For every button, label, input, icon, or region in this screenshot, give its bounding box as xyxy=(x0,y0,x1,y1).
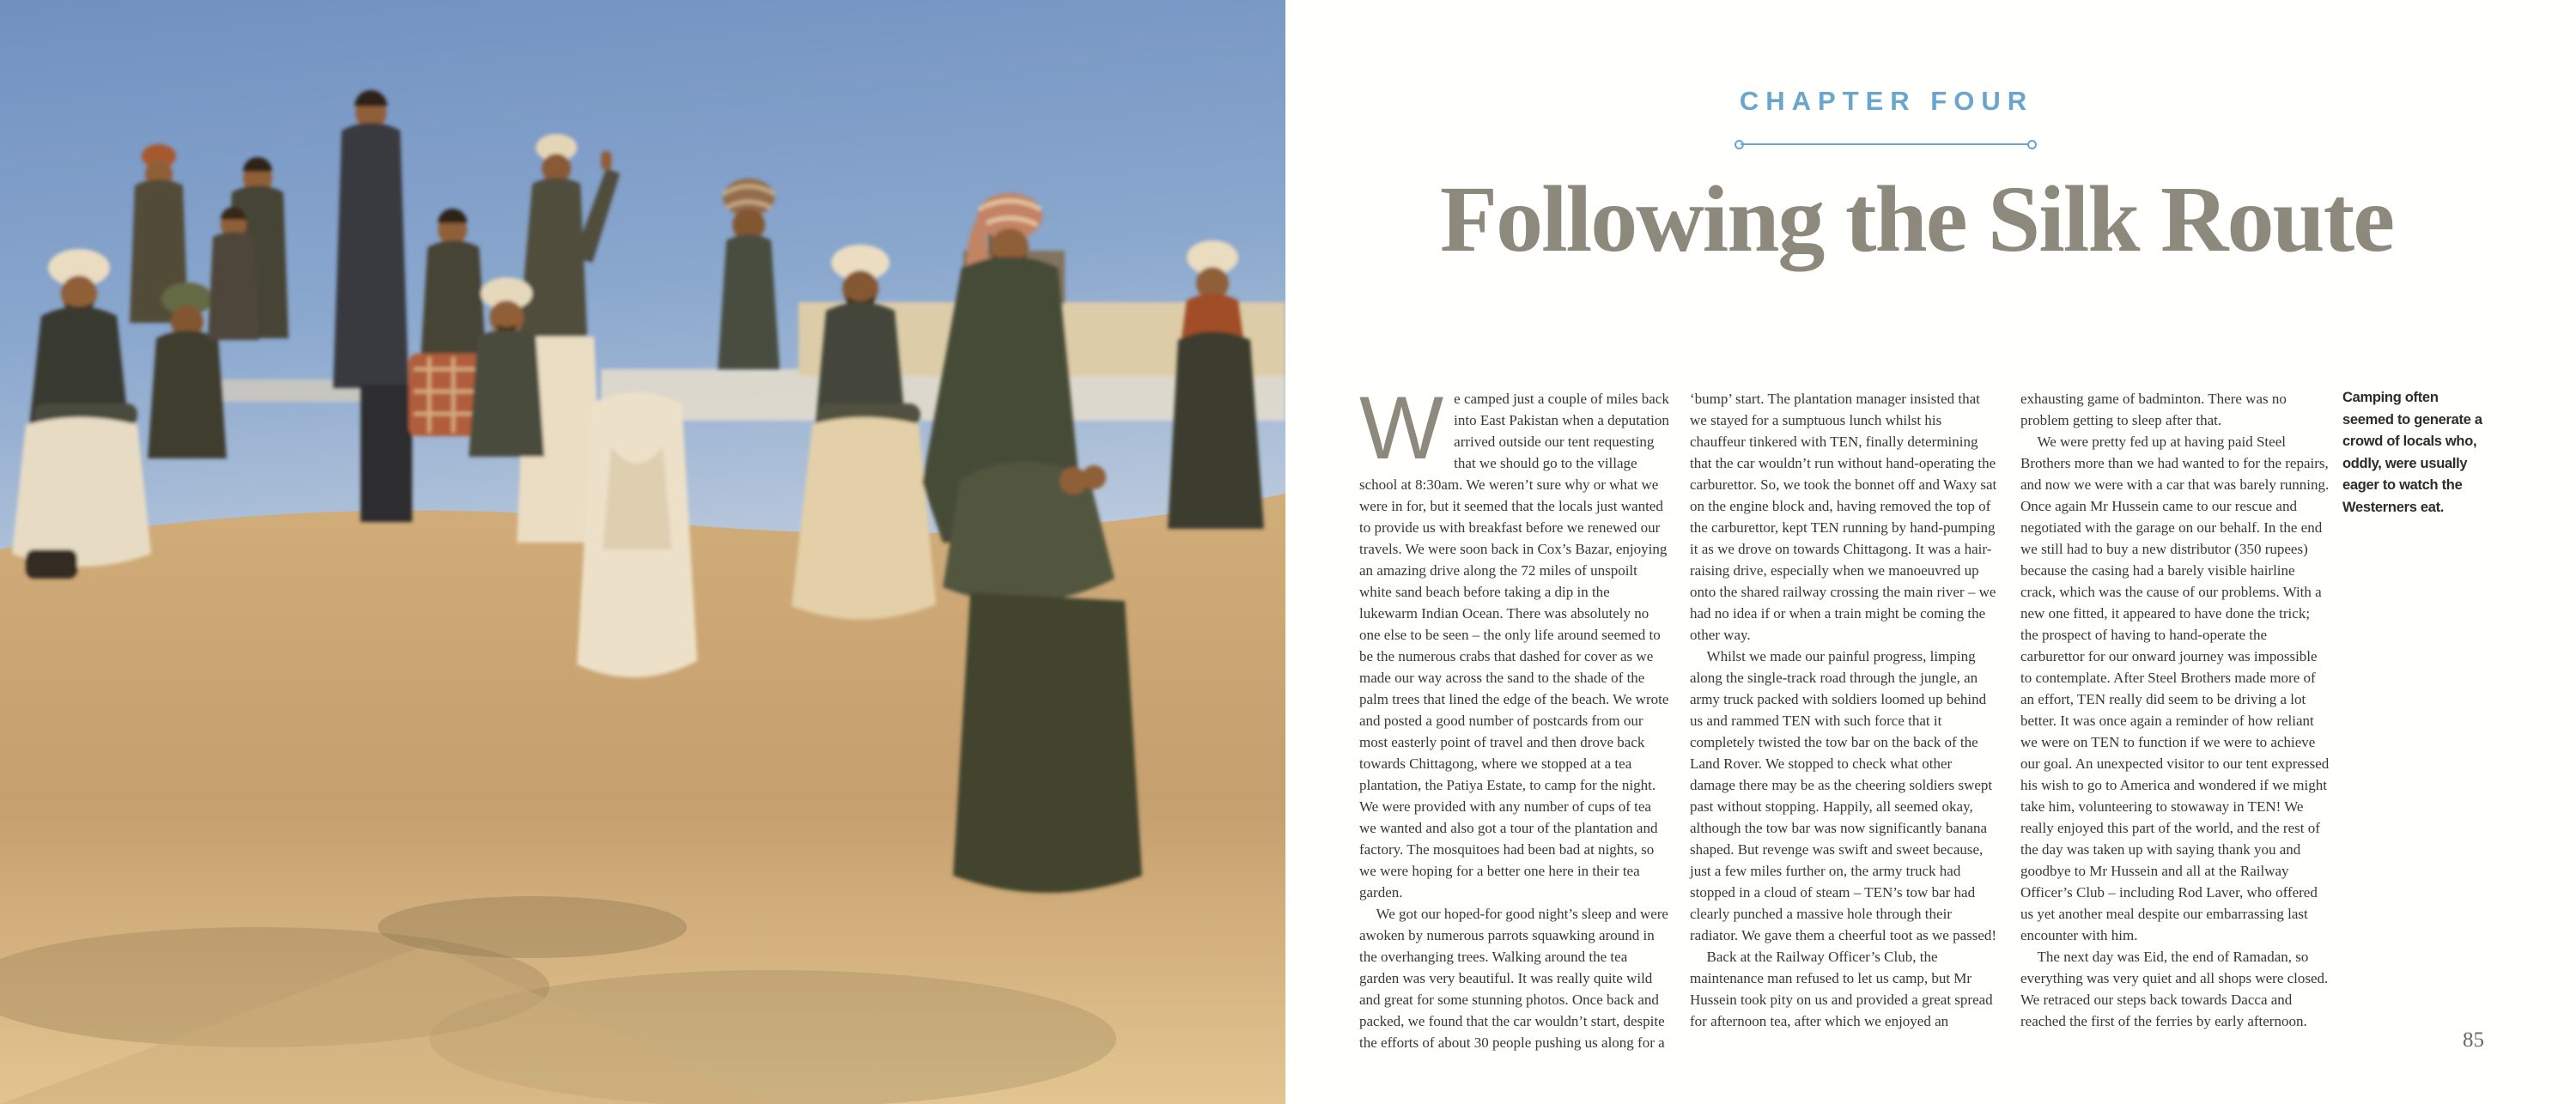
body-paragraph: We got our hoped-for good night’s sleep and were awoken by numerous parrots squawking around in the overhanging trees. Walking around the tea garden was very beautiful. It was really quite wild and great for some stunning photos. Once back and packed, we found that the car wouldn’t start, despite the efforts of about 30 people pushing us along for a ‘bump’ start. The plantation manager insisted that we stayed for a sumptuous lunch whilst his chauffeur tinkered with TEN, finally determining that the car wouldn’t run without hand-operating the carburettor. So, we took the bonnet off and Waxy sat on the engine block and, having removed the top of the carburettor, kept TEN running by hand-pumping it as we drove on towards Chittagong. It was a hair-raising drive, especially when we manoeuvred up onto the shared railway crossing the main river – we had no idea if or when a train might be coming the other way. xyxy=(1359,391,1997,1051)
chapter-title: Following the Silk Route xyxy=(1439,167,2394,271)
right-page xyxy=(1285,0,2576,1104)
article-columns xyxy=(1359,379,2330,1053)
left-page-photo xyxy=(0,0,1285,1104)
body-paragraph: The next day was Eid, the end of Ramadan, so everything was very quiet and all shops were closed. We retraced our steps back towards Dacca and reached the first of the ferries by early afternoon. xyxy=(2020,949,2329,1029)
drop-cap: W xyxy=(1359,379,1444,478)
page-number: 85 xyxy=(2463,1028,2484,1052)
body-paragraph: We camped just a couple of miles back into East Pakistan when a deputation arrived outside our tent requesting that we should go to the village school at 8:30am. We weren’t sure why or what we were in for, but it seemed that the locals just wanted to provide us with breakfast before we renewed our travels. We were soon back in Cox’s Bazar, enjoying an amazing drive along the 72 miles of unspoilt white sand beach before taking a dip in the lukewarm Indian Ocean. There was absolutely no one else to be seen – the only life around seemed to be the numerous crabs that dashed for cover as we made our way across the sand to the shade of the palm trees that lined the edge of the beach. We wrote and posted a good number of postcards from our most easterly point of travel and then drove back towards Chittagong, where we stopped at a tea plantation, the Patiya Estate, to camp for the night. We were provided with any number of cups of tea we wanted and also got a tour of the plantation and factory. The mosquitoes had been bad at nights, so we were hoping for a better one here in their tea garden. xyxy=(1359,379,1669,901)
chapter-rule xyxy=(1736,139,2035,149)
margin-caption: Camping often seemed to generate a crowd of locals who, oddly, were usually eager to watch the Westerners eat. xyxy=(2342,390,2482,515)
rule-end-circle-right xyxy=(2027,140,2037,149)
body-paragraph: We were pretty fed up at having paid Steel Brothers more than we had wanted to for the repairs, and now we were with a car that was barely running. Once again Mr Hussein came to our rescue and negotiated with the garage on our behalf. In the end we still had to buy a new distributor (350 rupees) because the casing had a barely visible hairline crack, which was the cause of our problems. With a new one fitted, it appeared to have done the trick; the prospect of having to hand-operate the carburettor for our onward journey was impossible to contemplate. After Steel Brothers made more of an effort, TEN really did seem to be driving a lot better. It was once again a reminder of how reliant we were on TEN to function if we were to achieve our goal. An unexpected visitor to our tent expressed his wish to go to America and wondered if we might take him, volunteering to stowaway in TEN! We really enjoyed this part of the world, and the rest of the day was taken up with saying thank you and goodbye to Mr Hussein and all at the Railway Officer’s Club – including Rod Laver, who offered us yet another meal despite our embarrassing last encounter with him. xyxy=(2020,434,2330,943)
photo-warm-light-overlay xyxy=(0,0,1285,1104)
chapter-label: CHAPTER FOUR xyxy=(1739,86,2034,116)
rule-line xyxy=(1741,143,2031,145)
body-paragraph: Back at the Railway Officer’s Club, the maintenance man refused to let us camp, but Mr Hussein took pity on us and provided a great spread for afternoon tea, after which we enjoyed an exhausting game of badminton. There was no problem getting to sleep after that. xyxy=(1690,391,2287,1029)
body-paragraph: Whilst we made our painful progress, limping along the single-track road through the jungle, an army truck packed with soldiers loomed up behind us and rammed TEN with such force that it completely twisted the tow bar on the back of the Land Rover. We stopped to check what other damage there may be as the cheering soldiers swept past without stopping. Happily, all seemed okay, although the tow bar was now significantly banana shaped. But revenge was swift and sweet because, just a few miles further on, the army truck had stopped in a cloud of steam – TEN’s tow bar had clearly punched a massive hole through their radiator. We gave them a cheerful toot as we passed! xyxy=(1690,648,1997,943)
